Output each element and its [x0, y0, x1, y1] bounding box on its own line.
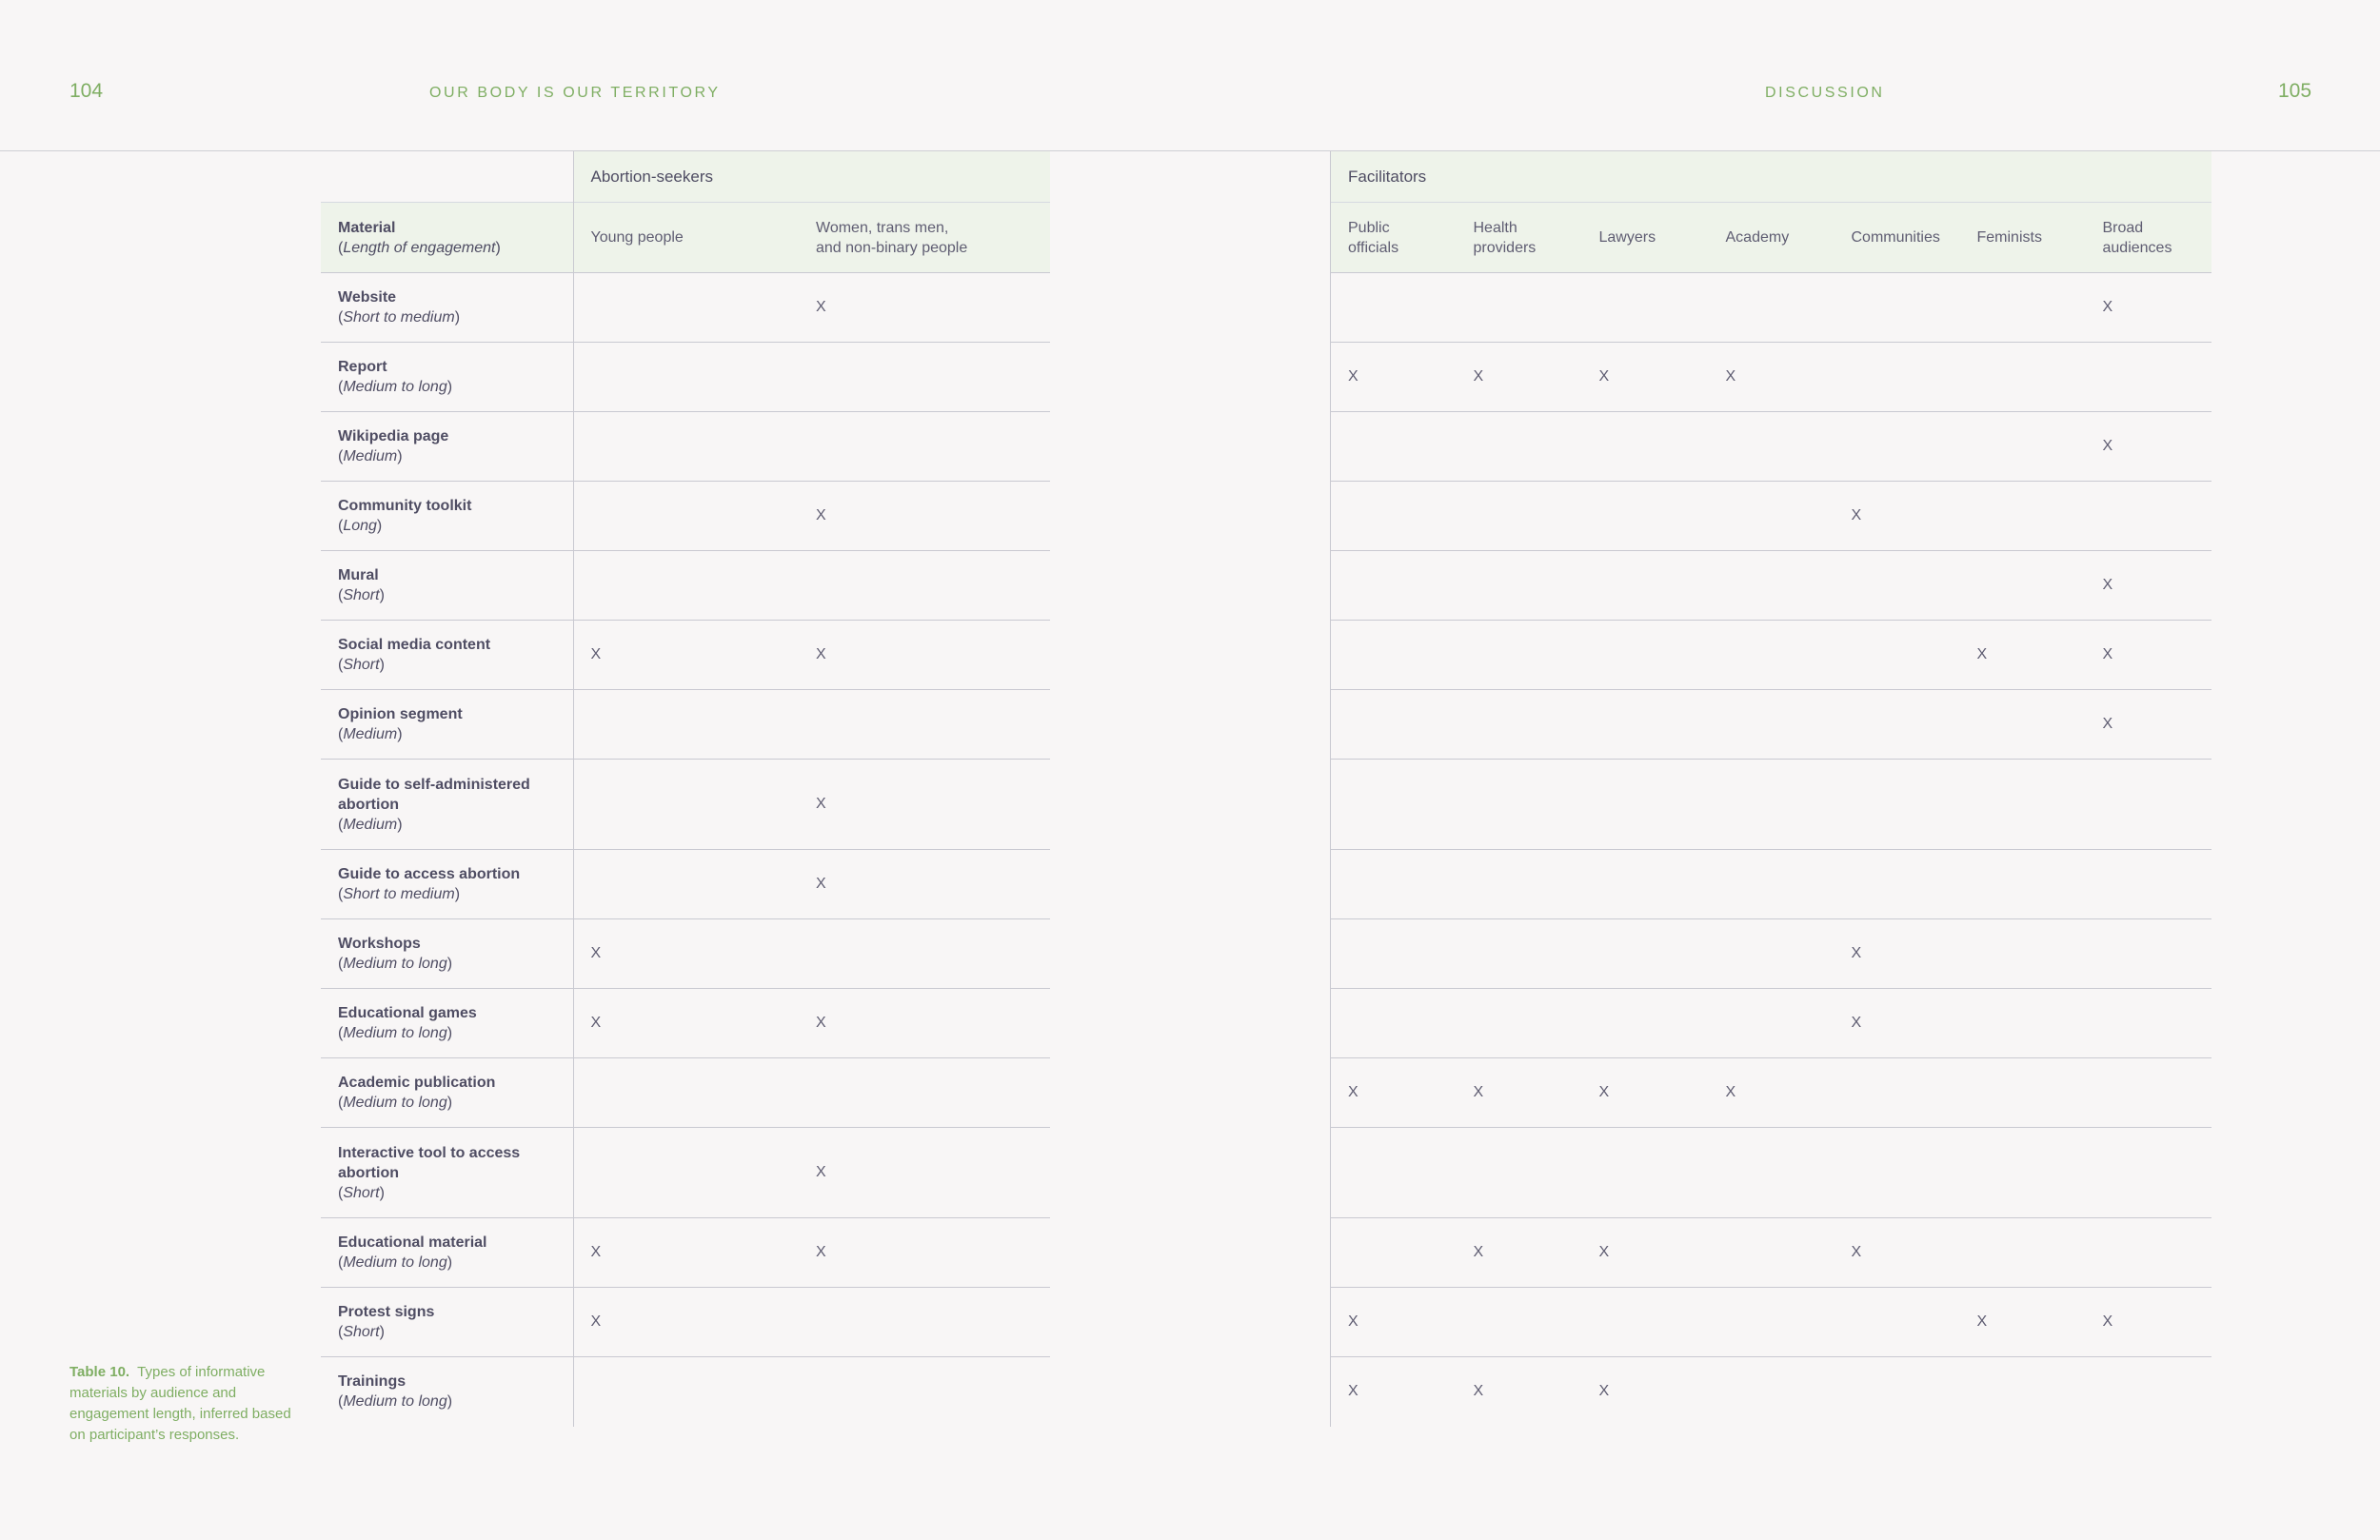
mark-women-trans-nonbinary: X [799, 482, 1050, 551]
table-row [1331, 760, 2211, 850]
mark-communities [1835, 1357, 1960, 1427]
material-cell [321, 1058, 573, 1128]
material-cell [321, 1128, 573, 1218]
mark-academy [1709, 760, 1835, 850]
material-name: Mural [338, 567, 379, 583]
material-cell [321, 551, 573, 621]
table-row [321, 1128, 1050, 1218]
mark-young-people [573, 1357, 799, 1427]
mark-health-providers [1457, 482, 1582, 551]
column-header-feminists: Feminists [1960, 203, 2086, 273]
mark-broad-audiences [2086, 850, 2211, 919]
material-name: Community toolkit [338, 498, 472, 514]
left-page-number: 104 [69, 80, 104, 102]
engagement-length: (Medium to long) [338, 956, 453, 972]
column-header-lawyers: Lawyers [1582, 203, 1709, 273]
material-subheader-label: (Length of engagement) [338, 239, 501, 256]
material-name: Guide to self-administered abortion [338, 776, 530, 813]
mark-feminists: X [1960, 621, 2086, 690]
table-row [321, 989, 1050, 1058]
mark-lawyers [1582, 273, 1709, 343]
mark-women-trans-nonbinary [799, 551, 1050, 621]
mark-young-people [573, 412, 799, 482]
mark-broad-audiences: X [2086, 1288, 2211, 1357]
mark-broad-audiences: X [2086, 690, 2211, 760]
mark-lawyers [1582, 551, 1709, 621]
column-header-public-officials: Public officials [1331, 203, 1457, 273]
right-running-title: DISCUSSION [1765, 85, 1885, 101]
table-row [321, 621, 1050, 690]
mark-lawyers [1582, 760, 1709, 850]
material-cell [321, 919, 573, 989]
mark-public-officials [1331, 273, 1457, 343]
mark-lawyers: X [1582, 343, 1709, 412]
mark-health-providers: X [1457, 343, 1582, 412]
engagement-length: (Short to medium) [338, 886, 461, 902]
mark-public-officials: X [1331, 1357, 1457, 1427]
mark-women-trans-nonbinary: X [799, 989, 1050, 1058]
table-row [321, 412, 1050, 482]
mark-feminists [1960, 343, 2086, 412]
mark-women-trans-nonbinary [799, 1058, 1050, 1128]
mark-feminists [1960, 760, 2086, 850]
mark-women-trans-nonbinary [799, 690, 1050, 760]
mark-communities: X [1835, 1218, 1960, 1288]
table-row [321, 482, 1050, 551]
mark-feminists [1960, 412, 2086, 482]
material-name: Educational games [338, 1005, 477, 1021]
left-running-title: OUR BODY IS OUR TERRITORY [429, 85, 721, 101]
mark-communities: X [1835, 482, 1960, 551]
engagement-length: (Medium to long) [338, 1393, 453, 1411]
mark-women-trans-nonbinary: X [799, 1218, 1050, 1288]
material-name: Wikipedia page [338, 428, 449, 444]
mark-young-people [573, 1058, 799, 1128]
mark-feminists [1960, 273, 2086, 343]
table-row [1331, 343, 2211, 412]
table-row [321, 690, 1050, 760]
mark-lawyers [1582, 1288, 1709, 1357]
mark-feminists [1960, 919, 2086, 989]
mark-lawyers [1582, 919, 1709, 989]
mark-women-trans-nonbinary [799, 412, 1050, 482]
material-name: Interactive tool to access abortion [338, 1144, 521, 1181]
group-header-abortion-seekers: Abortion-seekers [573, 151, 1050, 203]
mark-feminists: X [1960, 1288, 2086, 1357]
mark-women-trans-nonbinary: X [799, 760, 1050, 850]
material-cell [321, 1288, 573, 1357]
abortion-seekers-table [321, 151, 1050, 1427]
material-cell [321, 343, 573, 412]
engagement-length: (Medium to long) [338, 1025, 453, 1041]
mark-health-providers [1457, 551, 1582, 621]
engagement-length: (Short) [338, 587, 385, 603]
table-row [1331, 551, 2211, 621]
column-header-communities: Communities [1835, 203, 1960, 273]
material-header-label: Material [338, 219, 396, 236]
material-name: Opinion segment [338, 706, 463, 722]
engagement-length: (Short to medium) [338, 309, 461, 326]
mark-young-people: X [573, 989, 799, 1058]
mark-feminists [1960, 850, 2086, 919]
mark-communities [1835, 1128, 1960, 1218]
material-cell [321, 1357, 573, 1427]
mark-lawyers: X [1582, 1357, 1709, 1427]
mark-academy [1709, 850, 1835, 919]
mark-broad-audiences [2086, 1218, 2211, 1288]
table-row [1331, 1357, 2211, 1427]
material-cell [321, 690, 573, 760]
mark-academy: X [1709, 1058, 1835, 1128]
mark-public-officials [1331, 1128, 1457, 1218]
mark-public-officials [1331, 690, 1457, 760]
table-row [1331, 412, 2211, 482]
mark-young-people [573, 690, 799, 760]
table-row [1331, 1288, 2211, 1357]
table-row [321, 1357, 1050, 1427]
material-cell [321, 482, 573, 551]
table-row [1331, 1128, 2211, 1218]
table-row [1331, 482, 2211, 551]
mark-public-officials [1331, 1218, 1457, 1288]
corner-cell [321, 151, 573, 203]
engagement-length: (Medium to long) [338, 379, 453, 395]
mark-academy [1709, 1288, 1835, 1357]
material-cell [321, 621, 573, 690]
mark-lawyers [1582, 850, 1709, 919]
engagement-length: (Medium to long) [338, 1254, 453, 1271]
mark-academy [1709, 989, 1835, 1058]
table-row [321, 850, 1050, 919]
mark-women-trans-nonbinary [799, 1357, 1050, 1427]
mark-lawyers [1582, 482, 1709, 551]
mark-communities [1835, 621, 1960, 690]
mark-health-providers: X [1457, 1218, 1582, 1288]
mark-young-people [573, 760, 799, 850]
material-name: Workshops [338, 936, 421, 952]
mark-young-people [573, 273, 799, 343]
mark-young-people: X [573, 621, 799, 690]
table-row [321, 1058, 1050, 1128]
mark-public-officials [1331, 919, 1457, 989]
mark-communities [1835, 690, 1960, 760]
material-name: Trainings [338, 1373, 407, 1391]
mark-lawyers [1582, 1128, 1709, 1218]
mark-communities [1835, 850, 1960, 919]
mark-young-people [573, 551, 799, 621]
mark-broad-audiences [2086, 989, 2211, 1058]
mark-health-providers [1457, 621, 1582, 690]
mark-feminists [1960, 482, 2086, 551]
mark-health-providers [1457, 850, 1582, 919]
table-row [1331, 989, 2211, 1058]
mark-public-officials [1331, 850, 1457, 919]
right-page-number: 105 [2278, 80, 2312, 102]
mark-lawyers [1582, 690, 1709, 760]
table-row [1331, 690, 2211, 760]
mark-lawyers: X [1582, 1058, 1709, 1128]
mark-young-people [573, 850, 799, 919]
mark-academy [1709, 1128, 1835, 1218]
mark-women-trans-nonbinary: X [799, 273, 1050, 343]
mark-public-officials [1331, 989, 1457, 1058]
mark-lawyers [1582, 989, 1709, 1058]
mark-feminists [1960, 989, 2086, 1058]
mark-communities [1835, 551, 1960, 621]
mark-health-providers [1457, 1288, 1582, 1357]
mark-lawyers [1582, 621, 1709, 690]
mark-broad-audiences [2086, 1357, 2211, 1427]
mark-broad-audiences [2086, 760, 2211, 850]
material-name: Educational material [338, 1234, 487, 1251]
table-row [1331, 621, 2211, 690]
table-row [321, 1218, 1050, 1288]
column-header-health-providers: Health providers [1457, 203, 1582, 273]
mark-public-officials [1331, 551, 1457, 621]
material-name: Protest signs [338, 1304, 435, 1320]
group-header-facilitators: Facilitators [1331, 151, 2211, 203]
material-name: Website [338, 289, 397, 306]
material-name: Guide to access abortion [338, 866, 521, 882]
engagement-length: (Medium) [338, 448, 403, 464]
mark-broad-audiences [2086, 1058, 2211, 1128]
mark-academy [1709, 482, 1835, 551]
mark-health-providers [1457, 1128, 1582, 1218]
mark-women-trans-nonbinary: X [799, 1128, 1050, 1218]
engagement-length: (Short) [338, 657, 385, 673]
mark-communities [1835, 1288, 1960, 1357]
mark-academy [1709, 621, 1835, 690]
table-row [1331, 919, 2211, 989]
material-cell [321, 760, 573, 850]
material-cell [321, 850, 573, 919]
mark-women-trans-nonbinary [799, 343, 1050, 412]
column-header-broad-audiences: Broad audiences [2086, 203, 2211, 273]
engagement-length: (Short) [338, 1324, 385, 1340]
material-name: Academic publication [338, 1075, 496, 1091]
mark-communities [1835, 1058, 1960, 1128]
mark-broad-audiences [2086, 343, 2211, 412]
column-header-young-people: Young people [573, 203, 799, 273]
mark-broad-audiences: X [2086, 412, 2211, 482]
mark-communities: X [1835, 989, 1960, 1058]
mark-academy [1709, 412, 1835, 482]
mark-public-officials: X [1331, 1058, 1457, 1128]
mark-health-providers: X [1457, 1357, 1582, 1427]
mark-academy [1709, 1218, 1835, 1288]
mark-broad-audiences: X [2086, 621, 2211, 690]
mark-feminists [1960, 551, 2086, 621]
mark-health-providers [1457, 989, 1582, 1058]
material-name: Report [338, 359, 387, 375]
mark-communities [1835, 760, 1960, 850]
mark-feminists [1960, 1058, 2086, 1128]
engagement-length: (Long) [338, 518, 383, 534]
mark-communities: X [1835, 919, 1960, 989]
mark-academy: X [1709, 343, 1835, 412]
mark-broad-audiences: X [2086, 273, 2211, 343]
table-row [321, 760, 1050, 850]
mark-feminists [1960, 1218, 2086, 1288]
mark-public-officials [1331, 412, 1457, 482]
table-row [321, 1288, 1050, 1357]
mark-young-people [573, 482, 799, 551]
column-header-women-trans-nonbinary: Women, trans men, and non-binary people [799, 203, 1050, 273]
table-row [321, 551, 1050, 621]
engagement-length: (Medium) [338, 726, 403, 742]
mark-young-people [573, 1128, 799, 1218]
mark-young-people: X [573, 919, 799, 989]
mark-academy [1709, 273, 1835, 343]
mark-academy [1709, 1357, 1835, 1427]
mark-communities [1835, 412, 1960, 482]
mark-women-trans-nonbinary: X [799, 621, 1050, 690]
material-column-header [321, 203, 573, 273]
table-row [321, 273, 1050, 343]
mark-public-officials: X [1331, 343, 1457, 412]
table-row [321, 919, 1050, 989]
table-row [1331, 850, 2211, 919]
mark-academy [1709, 690, 1835, 760]
mark-health-providers: X [1457, 1058, 1582, 1128]
mark-public-officials [1331, 760, 1457, 850]
material-cell [321, 412, 573, 482]
mark-young-people: X [573, 1218, 799, 1288]
mark-feminists [1960, 1357, 2086, 1427]
table-row [1331, 1058, 2211, 1128]
caption-text: Types of informative materials by audience and engagement length, inferred based on participant’s responses. [69, 1364, 291, 1443]
mark-academy [1709, 551, 1835, 621]
mark-public-officials: X [1331, 1288, 1457, 1357]
mark-broad-audiences: X [2086, 551, 2211, 621]
caption-label: Table 10. [69, 1364, 130, 1380]
mark-young-people [573, 343, 799, 412]
mark-feminists [1960, 690, 2086, 760]
table-row [1331, 273, 2211, 343]
mark-broad-audiences [2086, 482, 2211, 551]
engagement-length: (Medium) [338, 816, 403, 833]
column-header-academy: Academy [1709, 203, 1835, 273]
mark-broad-audiences [2086, 1128, 2211, 1218]
material-cell [321, 273, 573, 343]
material-cell [321, 989, 573, 1058]
material-name: Social media content [338, 637, 491, 653]
engagement-length: (Medium to long) [338, 1095, 453, 1111]
mark-health-providers [1457, 919, 1582, 989]
mark-women-trans-nonbinary: X [799, 850, 1050, 919]
mark-communities [1835, 343, 1960, 412]
mark-academy [1709, 919, 1835, 989]
material-cell [321, 1218, 573, 1288]
engagement-length: (Short) [338, 1184, 385, 1201]
mark-feminists [1960, 1128, 2086, 1218]
mark-health-providers [1457, 760, 1582, 850]
mark-communities [1835, 273, 1960, 343]
mark-health-providers [1457, 273, 1582, 343]
mark-lawyers [1582, 412, 1709, 482]
facilitators-table [1330, 151, 2211, 1427]
table-row [1331, 1218, 2211, 1288]
mark-health-providers [1457, 690, 1582, 760]
table-caption [69, 1362, 307, 1446]
mark-public-officials [1331, 482, 1457, 551]
mark-young-people: X [573, 1288, 799, 1357]
table-row [321, 343, 1050, 412]
mark-public-officials [1331, 621, 1457, 690]
mark-women-trans-nonbinary [799, 1288, 1050, 1357]
mark-lawyers: X [1582, 1218, 1709, 1288]
mark-health-providers [1457, 412, 1582, 482]
mark-women-trans-nonbinary [799, 919, 1050, 989]
mark-broad-audiences [2086, 919, 2211, 989]
